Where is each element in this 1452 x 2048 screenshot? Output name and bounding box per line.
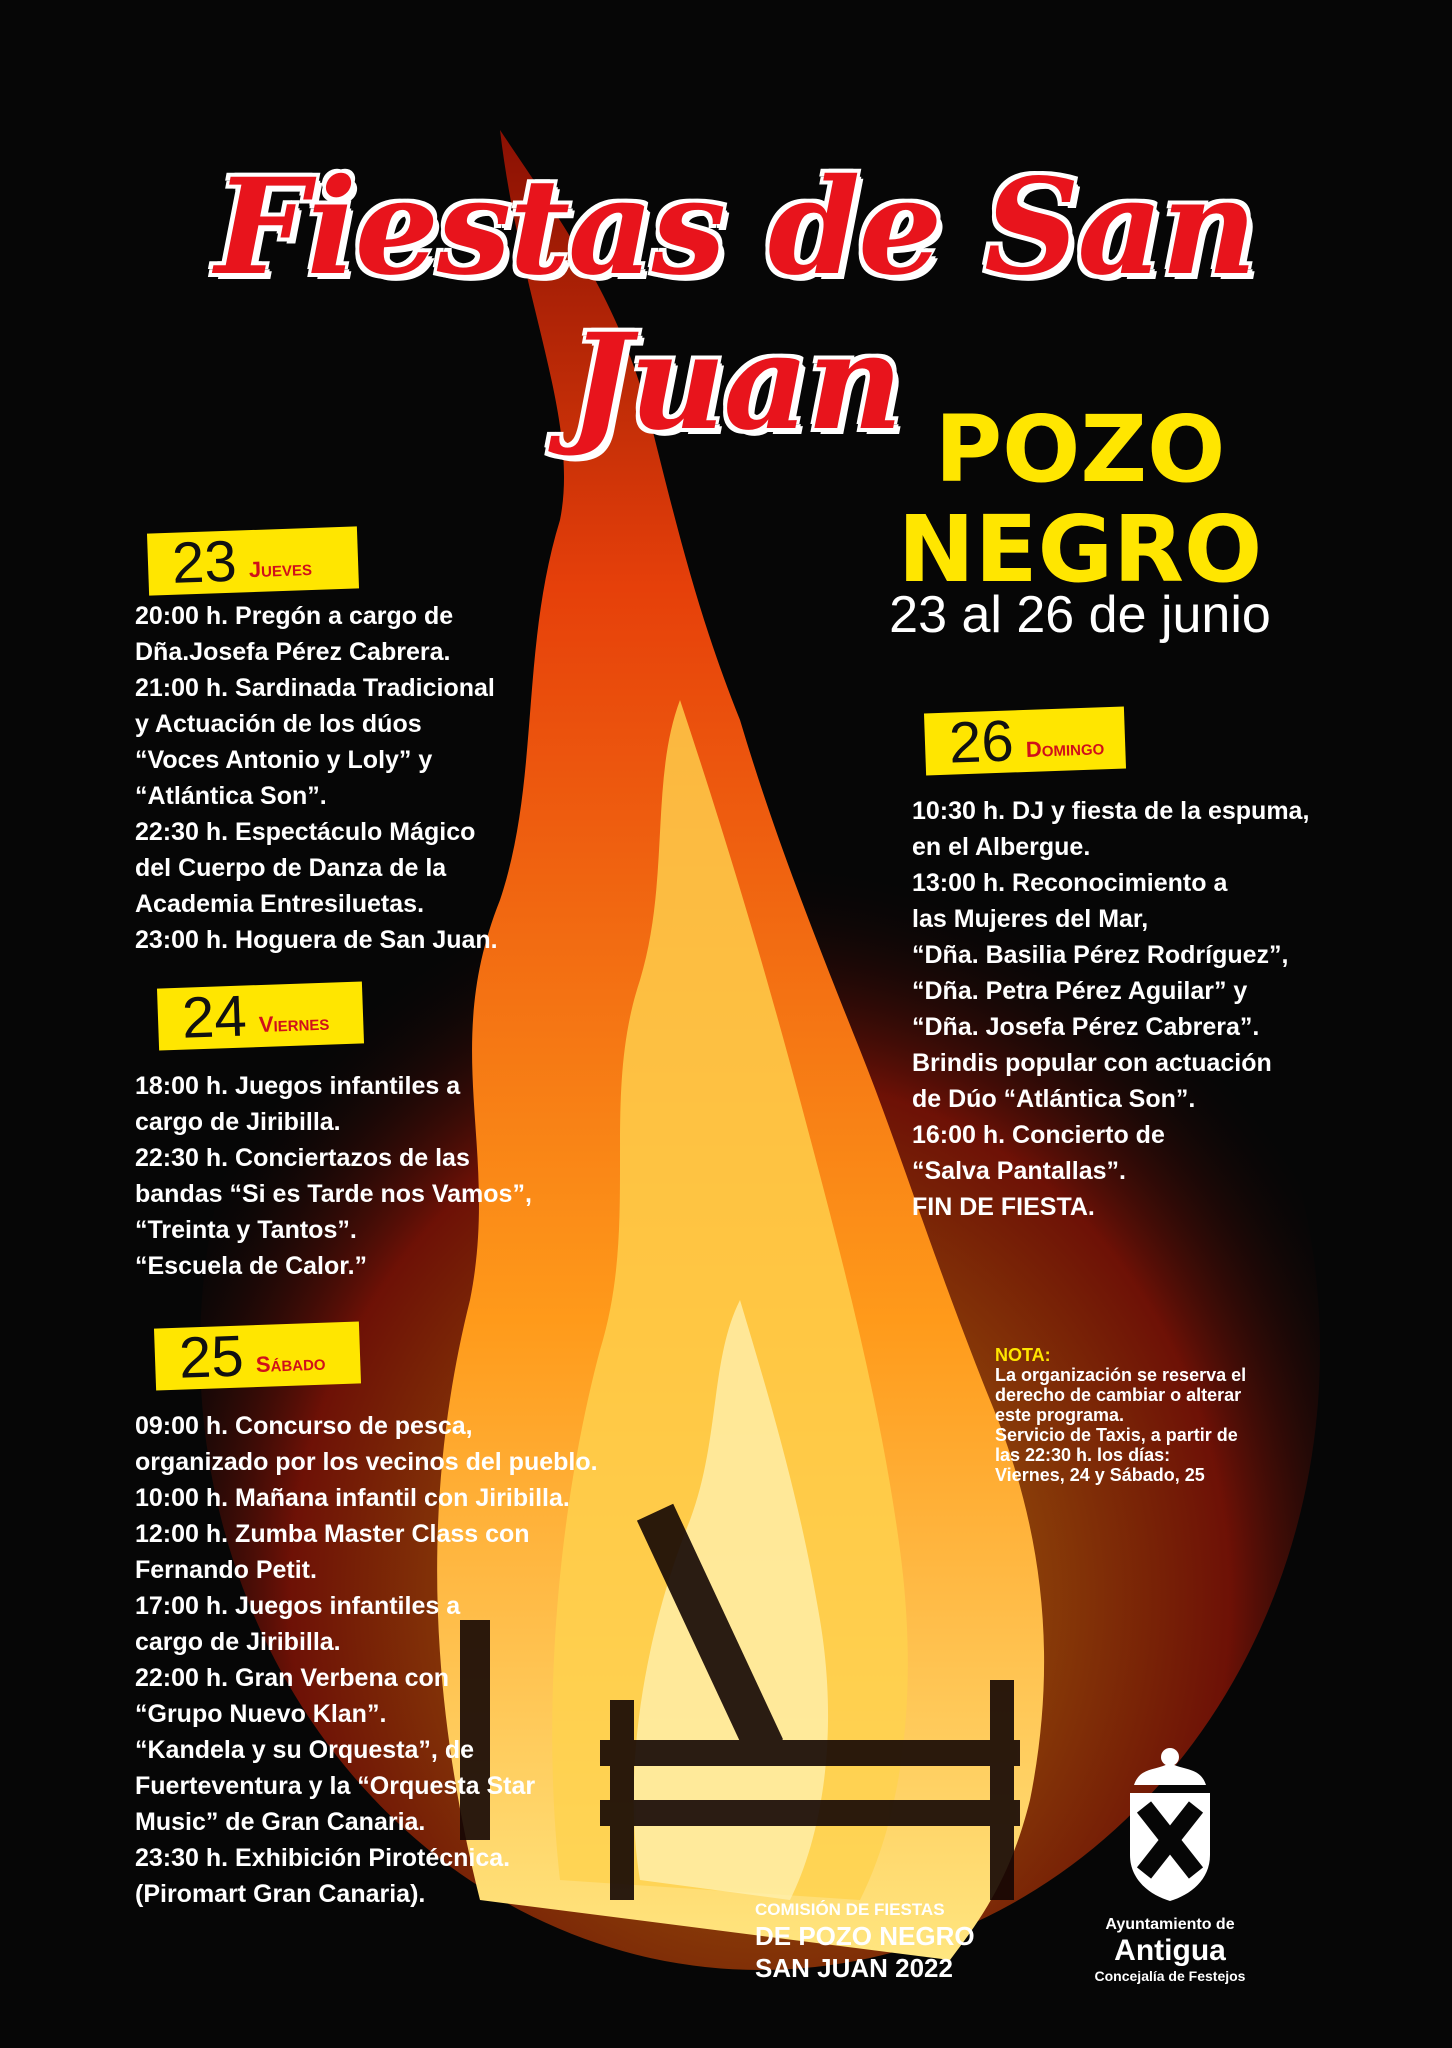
- organizer-line-2: DE POZO NEGRO: [755, 1921, 975, 1951]
- organizer-line-1: COMISIÓN DE FIESTAS: [755, 1900, 945, 1919]
- event-line: Brindis popular con actuación: [912, 1049, 1272, 1077]
- event-line: FIN DE FIESTA.: [912, 1193, 1095, 1221]
- event-line: cargo de Jiribilla.: [135, 1108, 341, 1136]
- event-line: Academia Entresiluetas.: [135, 890, 425, 918]
- event-line: 16:00 h. Concierto de: [912, 1121, 1165, 1149]
- event-line: 18:00 h. Juegos infantiles a: [135, 1072, 461, 1100]
- day-badge-25: [154, 1321, 361, 1390]
- event-line: bandas “Si es Tarde nos Vamos”,: [135, 1180, 532, 1208]
- event-line: “Treinta y Tantos”.: [135, 1216, 357, 1244]
- event-line: “Kandela y su Orquesta”, de: [135, 1736, 474, 1764]
- place-name: [860, 396, 1300, 603]
- note-line: derecho de cambiar o alterar: [995, 1385, 1242, 1405]
- event-line: Fuerteventura y la “Orquesta Star: [135, 1772, 536, 1800]
- note-line: las 22:30 h. los días:: [995, 1445, 1171, 1465]
- event-line: 22:00 h. Gran Verbena con: [135, 1664, 450, 1692]
- event-line: 10:00 h. Mañana infantil con Jiribilla.: [135, 1484, 570, 1512]
- event-line: “Salva Pantallas”.: [912, 1157, 1127, 1185]
- festival-dates: 23 al 26 de junio: [889, 586, 1271, 644]
- event-line: organizado por los vecinos del pueblo.: [135, 1448, 598, 1476]
- logo-line-1: Ayuntamiento de: [1105, 1916, 1235, 1933]
- logo-line-2: Antigua: [1114, 1934, 1226, 1967]
- event-line: “Escuela de Calor.”: [135, 1252, 368, 1280]
- event-line: 23:30 h. Exhibición Pirotécnica.: [135, 1844, 511, 1872]
- logo-line-3: Concejalía de Festejos: [1094, 1968, 1246, 1984]
- day-name: Sábado: [255, 1349, 326, 1378]
- event-line: 09:00 h. Concurso de pesca,: [135, 1412, 473, 1440]
- coat-of-arms-icon: [1120, 1745, 1220, 1905]
- event-line: 20:00 h. Pregón a cargo de: [135, 602, 454, 630]
- day-name: Viernes: [258, 1009, 330, 1038]
- day-badge-23: [147, 526, 359, 595]
- event-line: 22:30 h. Conciertazos de las: [135, 1144, 470, 1172]
- event-line: de Dúo “Atlántica Son”.: [912, 1085, 1196, 1113]
- note-line: Servicio de Taxis, a partir de: [995, 1425, 1238, 1445]
- event-line: del Cuerpo de Danza de la: [135, 854, 447, 882]
- events-day-25: [135, 1408, 598, 1912]
- event-line: “Grupo Nuevo Klan”.: [135, 1700, 387, 1728]
- event-line: “Dña. Josefa Pérez Cabrera”.: [912, 1013, 1260, 1041]
- event-line: 21:00 h. Sardinada Tradicional: [135, 674, 495, 702]
- event-line: 13:00 h. Reconocimiento a: [912, 869, 1228, 897]
- event-line: en el Albergue.: [912, 833, 1091, 861]
- organizer-line-3: SAN JUAN 2022: [755, 1953, 953, 1983]
- note-heading: NOTA:: [995, 1345, 1051, 1365]
- event-line: 12:00 h. Zumba Master Class con: [135, 1520, 530, 1548]
- day-number: 26: [947, 708, 1015, 776]
- event-line: cargo de Jiribilla.: [135, 1628, 341, 1656]
- note-line: Viernes, 24 y Sábado, 25: [995, 1465, 1205, 1485]
- events-day-23: [135, 598, 498, 958]
- note-line: este programa.: [995, 1405, 1125, 1425]
- day-number: 25: [177, 1323, 245, 1391]
- day-name: Domingo: [1025, 734, 1105, 762]
- event-line: Music” de Gran Canaria.: [135, 1808, 426, 1836]
- day-number: 23: [170, 528, 238, 596]
- event-line: 17:00 h. Juegos infantiles a: [135, 1592, 461, 1620]
- event-line: y Actuación de los dúos: [135, 710, 422, 738]
- event-line: “Atlántica Son”.: [135, 782, 327, 810]
- note-box: [995, 1345, 1325, 1485]
- event-line: “Dña. Basilia Pérez Rodríguez”,: [912, 941, 1289, 969]
- event-line: Dña.Josefa Pérez Cabrera.: [135, 638, 451, 666]
- event-line: Fernando Petit.: [135, 1556, 317, 1584]
- municipality-logo: [1070, 1745, 1270, 1984]
- event-line: 23:00 h. Hoguera de San Juan.: [135, 926, 498, 954]
- day-badge-26: [924, 707, 1126, 776]
- day-number: 24: [180, 983, 248, 1051]
- event-line: “Dña. Petra Pérez Aguilar” y: [912, 977, 1248, 1005]
- event-line: las Mujeres del Mar,: [912, 905, 1149, 933]
- events-day-24: [135, 1068, 532, 1284]
- event-line: (Piromart Gran Canaria).: [135, 1880, 426, 1908]
- day-name: Jueves: [248, 554, 313, 583]
- place-line-2: NEGRO: [897, 496, 1263, 603]
- event-line: 22:30 h. Espectáculo Mágico: [135, 818, 476, 846]
- note-line: La organización se reserva el: [995, 1365, 1247, 1385]
- day-badge-24: [157, 981, 364, 1050]
- events-day-26: [912, 793, 1309, 1225]
- event-line: “Voces Antonio y Loly” y: [135, 746, 433, 774]
- organizer-credit: [755, 1900, 975, 1984]
- poster-title: Fiestas de San Juan: [215, 150, 1255, 460]
- event-line: 10:30 h. DJ y fiesta de la espuma,: [912, 797, 1310, 825]
- place-line-1: POZO: [934, 396, 1226, 503]
